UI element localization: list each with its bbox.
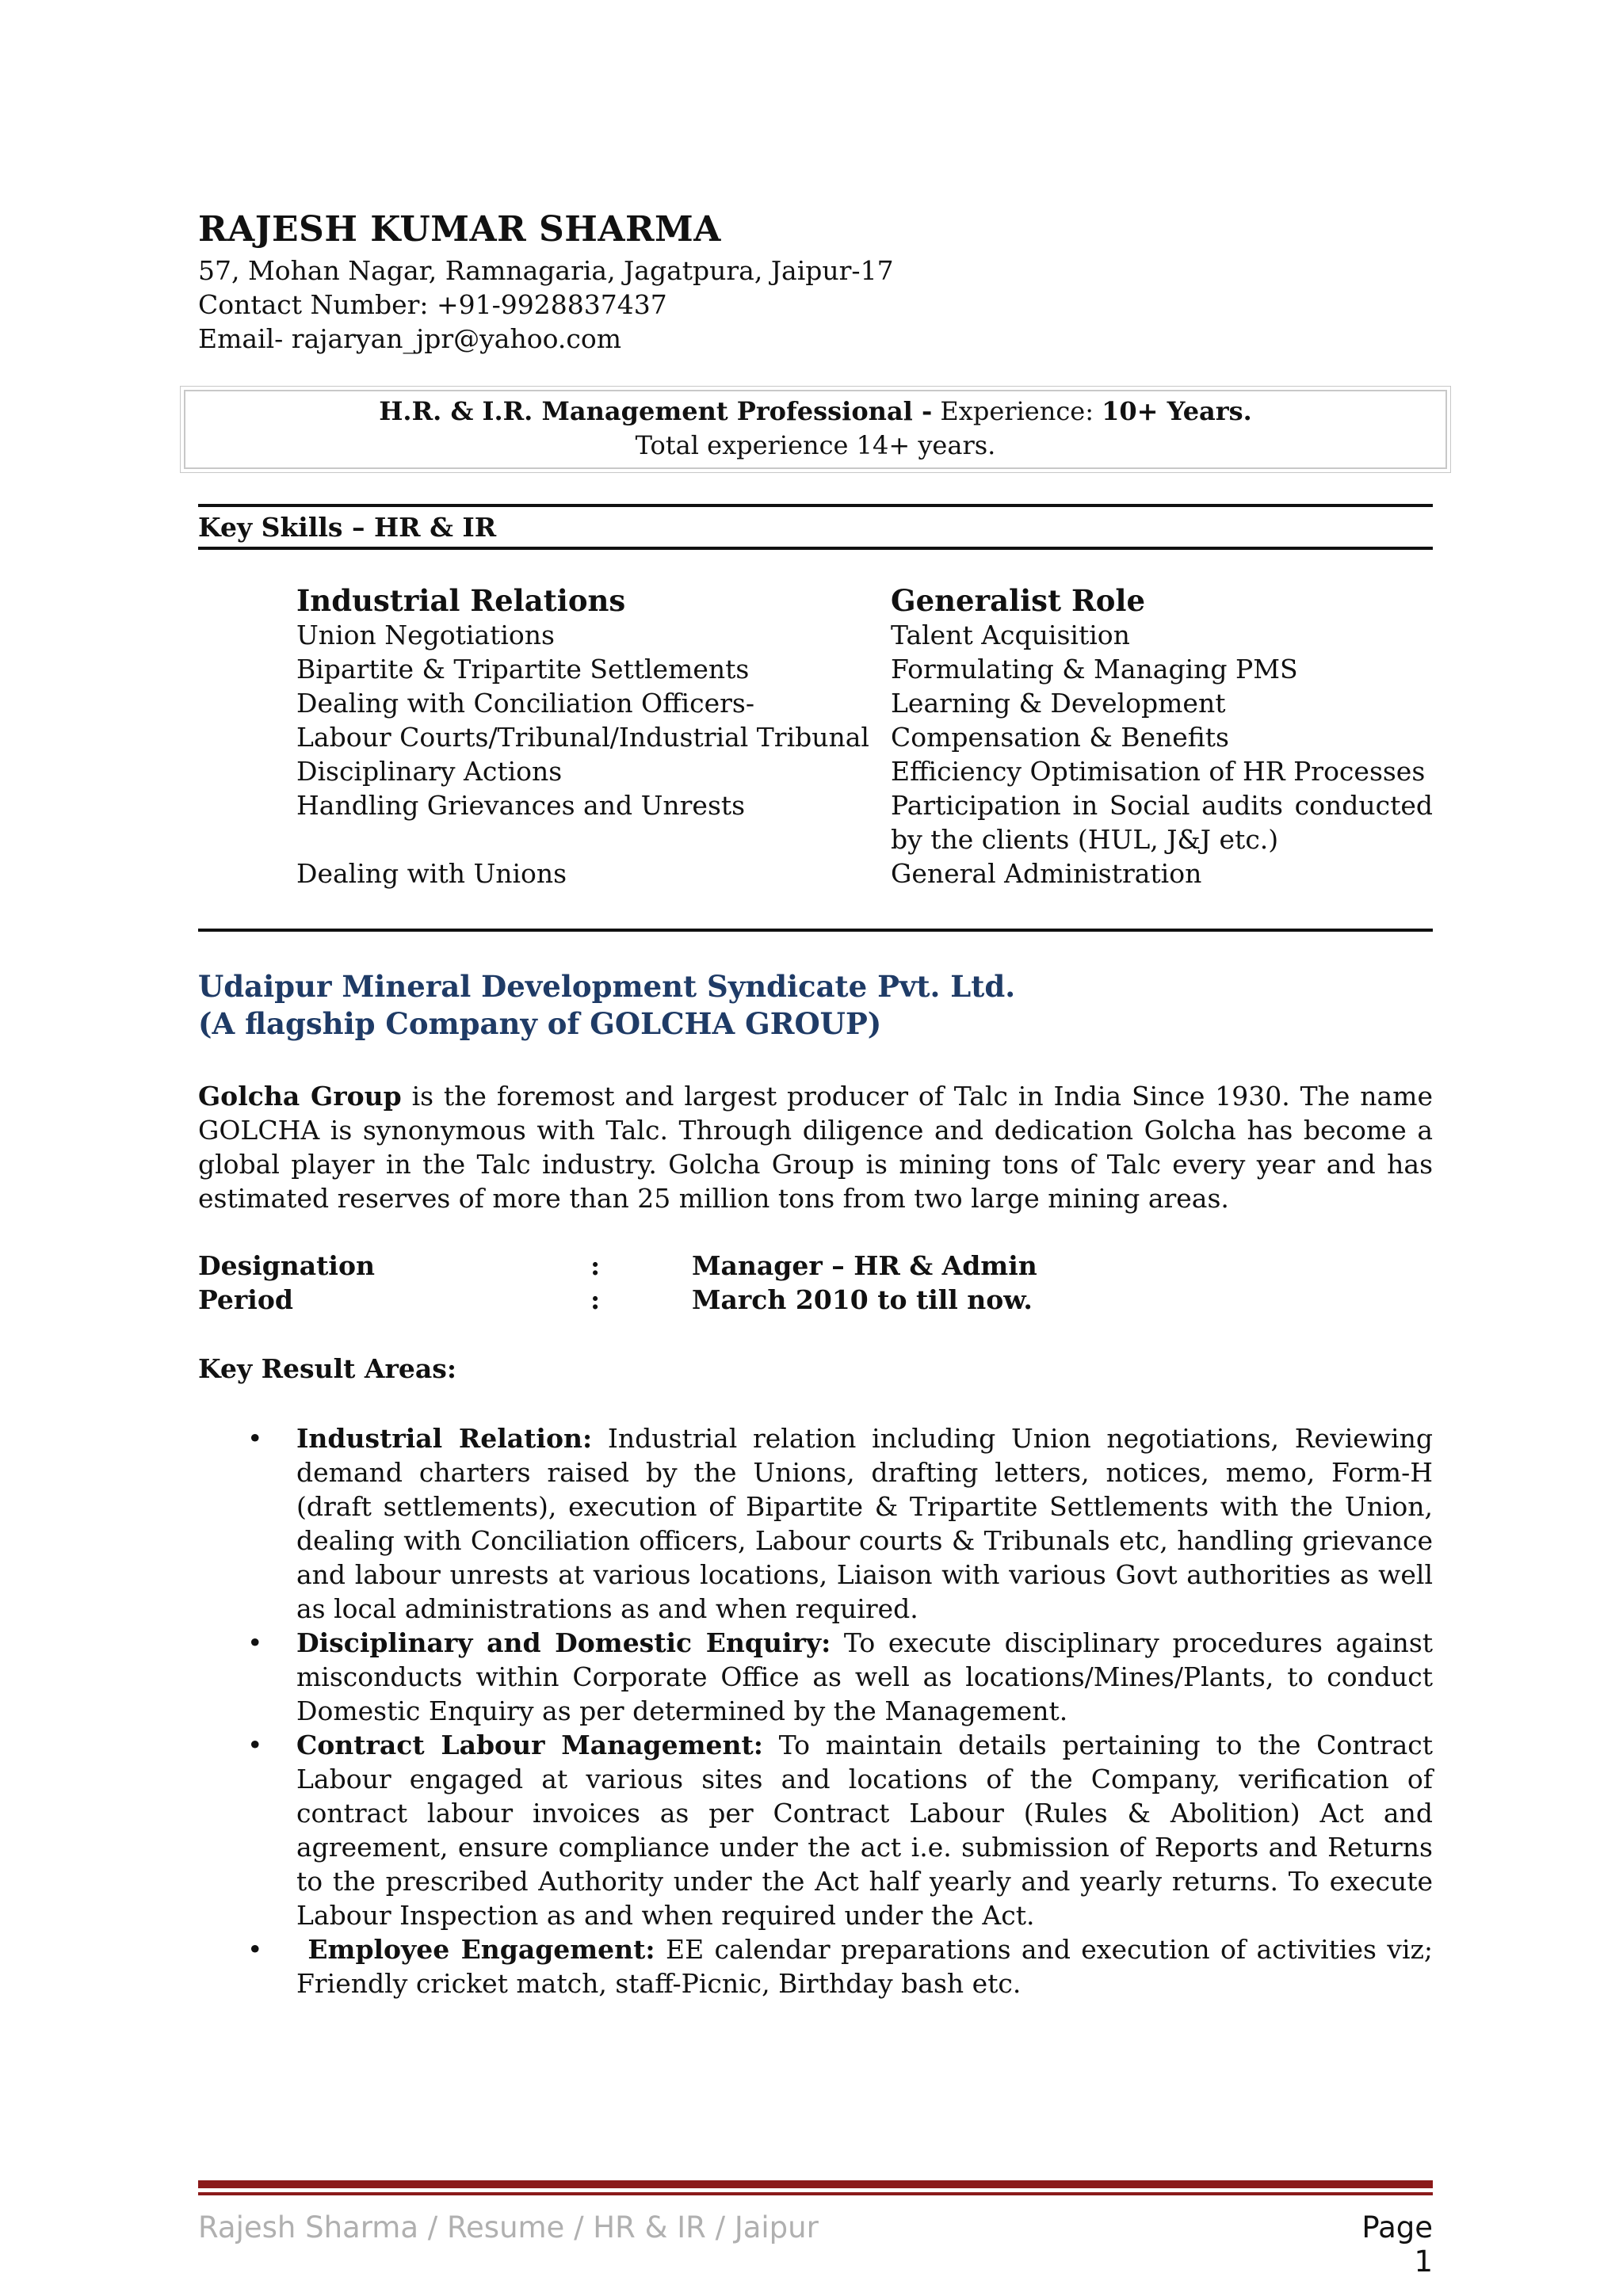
kra-text: To execute disciplinary procedures against misconducts within Corporate Office as well as locations/Mines/Plants, to conduct Domestic Enquiry as per determined by the Management. — [296, 1627, 1434, 1726]
email-line: Email- rajaryan_jpr@yahoo.com — [198, 323, 621, 354]
bullet-icon: • — [247, 1423, 263, 1454]
summary-title-line — [185, 395, 1445, 429]
skills-right-list — [891, 618, 1433, 891]
designation-colon: : — [590, 1250, 601, 1281]
kra-heading: Key Result Areas: — [198, 1353, 457, 1384]
list-item: Efficiency Optimisation of HR Processes — [891, 756, 1426, 787]
page-number: Page 1 — [1361, 2210, 1433, 2279]
kra-text: Industrial relation including Union negotiations, Reviewing demand charters raised by the Unions, drafting letters, notices, memo, Form-H (draft settlements), execution of Bipartite & Tripartite Settlements with the Union, dealing with Conciliation officers, Labour courts & Tribunals etc, handling grievance and labour unrests at various locations, Liaison with various Govt authorities as well as local administrations as and when required. — [296, 1423, 1433, 1624]
list-item: Disciplinary Actions — [296, 756, 563, 787]
list-item — [198, 1421, 1433, 1626]
company-name: Udaipur Mineral Development Syndicate Pvt. Ltd. — [198, 969, 1016, 1004]
designation-label: Designation — [198, 1250, 375, 1281]
list-item: General Administration — [891, 858, 1202, 889]
designation-value: Manager – HR & Admin — [692, 1250, 1037, 1281]
list-item — [198, 1626, 1433, 1728]
skills-left-list — [296, 618, 869, 891]
summary-total-experience: Total experience 14+ years. — [635, 430, 996, 460]
skills-column-left — [296, 583, 869, 891]
kra-title: Industrial Relation: — [296, 1423, 593, 1454]
key-skills-heading: Key Skills – HR & IR — [198, 512, 497, 543]
list-item: Formulating & Managing PMS — [891, 654, 1298, 685]
skills-left-title: Industrial Relations — [296, 583, 626, 618]
list-item: Union Negotiations — [296, 620, 555, 650]
company-desc-text: is the foremost and largest producer of Talc in India Since 1930. The name GOLCHA is synonymous with Talc. Through diligence and dedication Golcha has become a global player in the Talc industry. Golcha Group is mining tons of Talc every year and has estimated reserves of more than 25 million tons from two large mining areas. — [198, 1081, 1433, 1214]
list-item: Dealing with Unions — [296, 858, 567, 889]
list-item: Compensation & Benefits — [891, 722, 1229, 753]
candidate-name: RAJESH KUMAR SHARMA — [198, 209, 721, 250]
address-line: 57, Mohan Nagar, Ramnagaria, Jagatpura, Jaipur-17 — [198, 255, 894, 286]
list-item: Labour Courts/Tribunal/Industrial Tribunal — [296, 722, 869, 753]
kra-title: Employee Engagement: — [296, 1934, 655, 1965]
list-item: Talent Acquisition — [891, 620, 1130, 650]
contact-number: Contact Number: +91-9928837437 — [198, 289, 667, 320]
list-item: Handling Grievances and Unrests — [296, 790, 746, 821]
list-item — [198, 1932, 1433, 2000]
list-item: Participation in Social audits conducted by the clients (HUL, J&J etc.) — [891, 790, 1433, 855]
list-item: Dealing with Conciliation Officers- — [296, 688, 754, 719]
bullet-icon: • — [247, 1627, 263, 1658]
footer-document-title: Rajesh Sharma / Resume / HR & IR / Jaipur — [198, 2210, 819, 2245]
kra-text: EE calendar preparations and execution of activities viz; Friendly cricket match, staff-Picnic, Birthday bash etc. — [296, 1934, 1433, 1999]
skills-right-title: Generalist Role — [891, 583, 1145, 618]
footer-rule-thin — [198, 2192, 1433, 2195]
company-tagline: (A flagship Company of GOLCHA GROUP) — [198, 1006, 882, 1041]
bullet-icon: • — [247, 1730, 263, 1760]
skills-end-divider — [198, 929, 1433, 932]
list-item — [198, 1728, 1433, 1932]
section-divider-bottom — [198, 547, 1433, 550]
bullet-icon: • — [247, 1934, 263, 1965]
summary-experience-value: 10+ Years. — [1102, 396, 1252, 426]
company-description — [198, 1079, 1433, 1215]
kra-list — [198, 1421, 1433, 2000]
kra-title: Disciplinary and Domestic Enquiry: — [296, 1627, 831, 1658]
company-block — [198, 968, 1015, 1043]
period-colon: : — [590, 1284, 601, 1315]
summary-box — [184, 390, 1447, 469]
period-value: March 2010 to till now. — [692, 1284, 1033, 1315]
footer-rule — [198, 2180, 1433, 2188]
period-label: Period — [198, 1284, 293, 1315]
kra-text: To maintain details pertaining to the Contract Labour engaged at various sites and locations of the Company, verification of contract labour invoices as per Contract Labour (Rules & Abolition) Act and agreement, ensure compliance under the act i.e. submission of Reports and Returns to the prescribed Authority under the Act half yearly and yearly returns. To execute Labour Inspection as and when required under the Act. — [296, 1730, 1433, 1931]
kra-title: Contract Labour Management: — [296, 1730, 763, 1760]
section-divider-top — [198, 504, 1433, 507]
list-item: Learning & Development — [891, 688, 1226, 719]
skills-column-right — [891, 583, 1433, 891]
summary-experience-label: Experience: — [932, 396, 1102, 426]
list-item: Bipartite & Tripartite Settlements — [296, 654, 750, 685]
summary-title: H.R. & I.R. Management Professional - — [379, 396, 933, 426]
company-desc-bold: Golcha Group — [198, 1081, 402, 1112]
